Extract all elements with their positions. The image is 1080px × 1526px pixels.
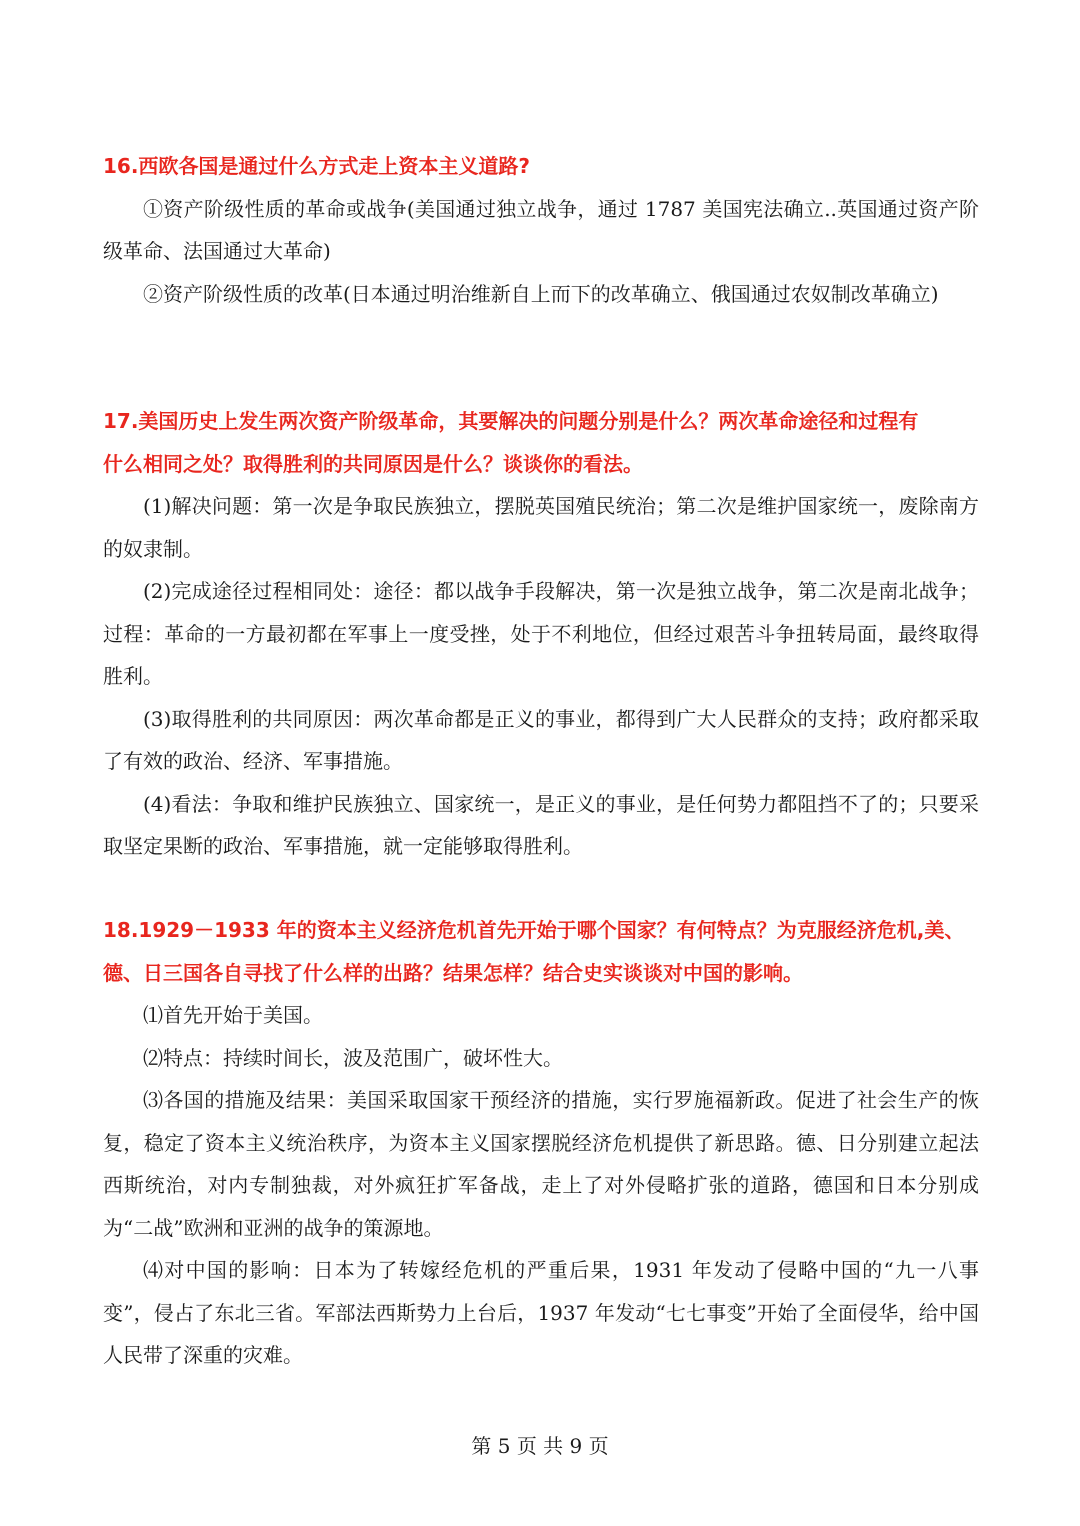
question-line: 16.西欧各国是通过什么方式走上资本主义道路? <box>103 154 531 178</box>
question-line: 17.美国历史上发生两次资产阶级革命，其要解决的问题分别是什么？两次革命途径和过程有 <box>103 409 919 433</box>
answer-paragraph: (2)完成途径过程相同处：途径：都以战争手段解决，第一次是独立战争，第二次是南北战争；过程：革命的一方最初都在军事上一度受挫，处于不利地位，但经过艰苦斗争扭转局面，最终取得胜利。 <box>103 579 979 688</box>
answer-paragraph: ①资产阶级性质的革命或战争(美国通过独立战争，通过 1787 美国宪法确立..英国通过资产阶级革命、法国通过大革命) <box>103 196 979 263</box>
answer-paragraph: ⑴首先开始于美国。 <box>143 1003 323 1027</box>
question-section-18 <box>103 909 979 1377</box>
answer-paragraph: ⑶各国的措施及结果：美国采取国家干预经济的措施，实行罗施福新政。促进了社会生产的恢复，稳定了资本主义统治秩序，为资本主义国家摆脱经济危机提供了新思路。德、日分别建立起法西斯统治，对内专制独裁，对外疯狂扩军备战，走上了对外侵略扩张的道路，德国和日本分别成为“二战”欧洲和亚洲的战争的策源地。 <box>103 1088 979 1240</box>
answer-paragraph: (3)取得胜利的共同原因：两次革命都是正义的事业，都得到广大人民群众的支持；政府都采取了有效的政治、经济、军事措施。 <box>103 706 979 773</box>
question-section-16 <box>103 145 979 315</box>
page-number-footer: 第 5 页 共 9 页 <box>471 1434 609 1458</box>
question-line: 什么相同之处？取得胜利的共同原因是什么？谈谈你的看法。 <box>103 451 643 476</box>
question-section-17 <box>103 400 979 868</box>
question-line: 德、日三国各自寻找了什么样的出路？结果怎样？结合史实谈谈对中国的影响。 <box>103 960 803 985</box>
question-heading <box>103 400 979 485</box>
answer-paragraph: (4)看法：争取和维护民族独立、国家统一，是正义的事业，是任何势力都阻挡不了的；只要采取坚定果断的政治、军事措施，就一定能够取得胜利。 <box>103 791 979 858</box>
answer-paragraph: (1)解决问题：第一次是争取民族独立，摆脱英国殖民统治；第二次是维护国家统一，废除南方的奴隶制。 <box>103 494 979 561</box>
answer-paragraph: ②资产阶级性质的改革(日本通过明治维新自上而下的改革确立、俄国通过农奴制改革确立) <box>143 281 939 306</box>
question-line: 18.1929－1933 年的资本主义经济危机首先开始于哪个国家？有何特点？为克服经济危机,美、 <box>103 918 965 942</box>
answer-paragraph: ⑵特点：持续时间长，波及范围广，破坏性大。 <box>143 1045 563 1070</box>
question-heading <box>103 145 979 188</box>
answer-paragraph: ⑷对中国的影响：日本为了转嫁经危机的严重后果，1931 年发动了侵略中国的“九一八事变”，侵占了东北三省。军部法西斯势力上台后，1937 年发动“七七事变”开始了全面侵华，给中国人民带了深重的灾难。 <box>103 1258 979 1367</box>
question-heading <box>103 909 979 994</box>
